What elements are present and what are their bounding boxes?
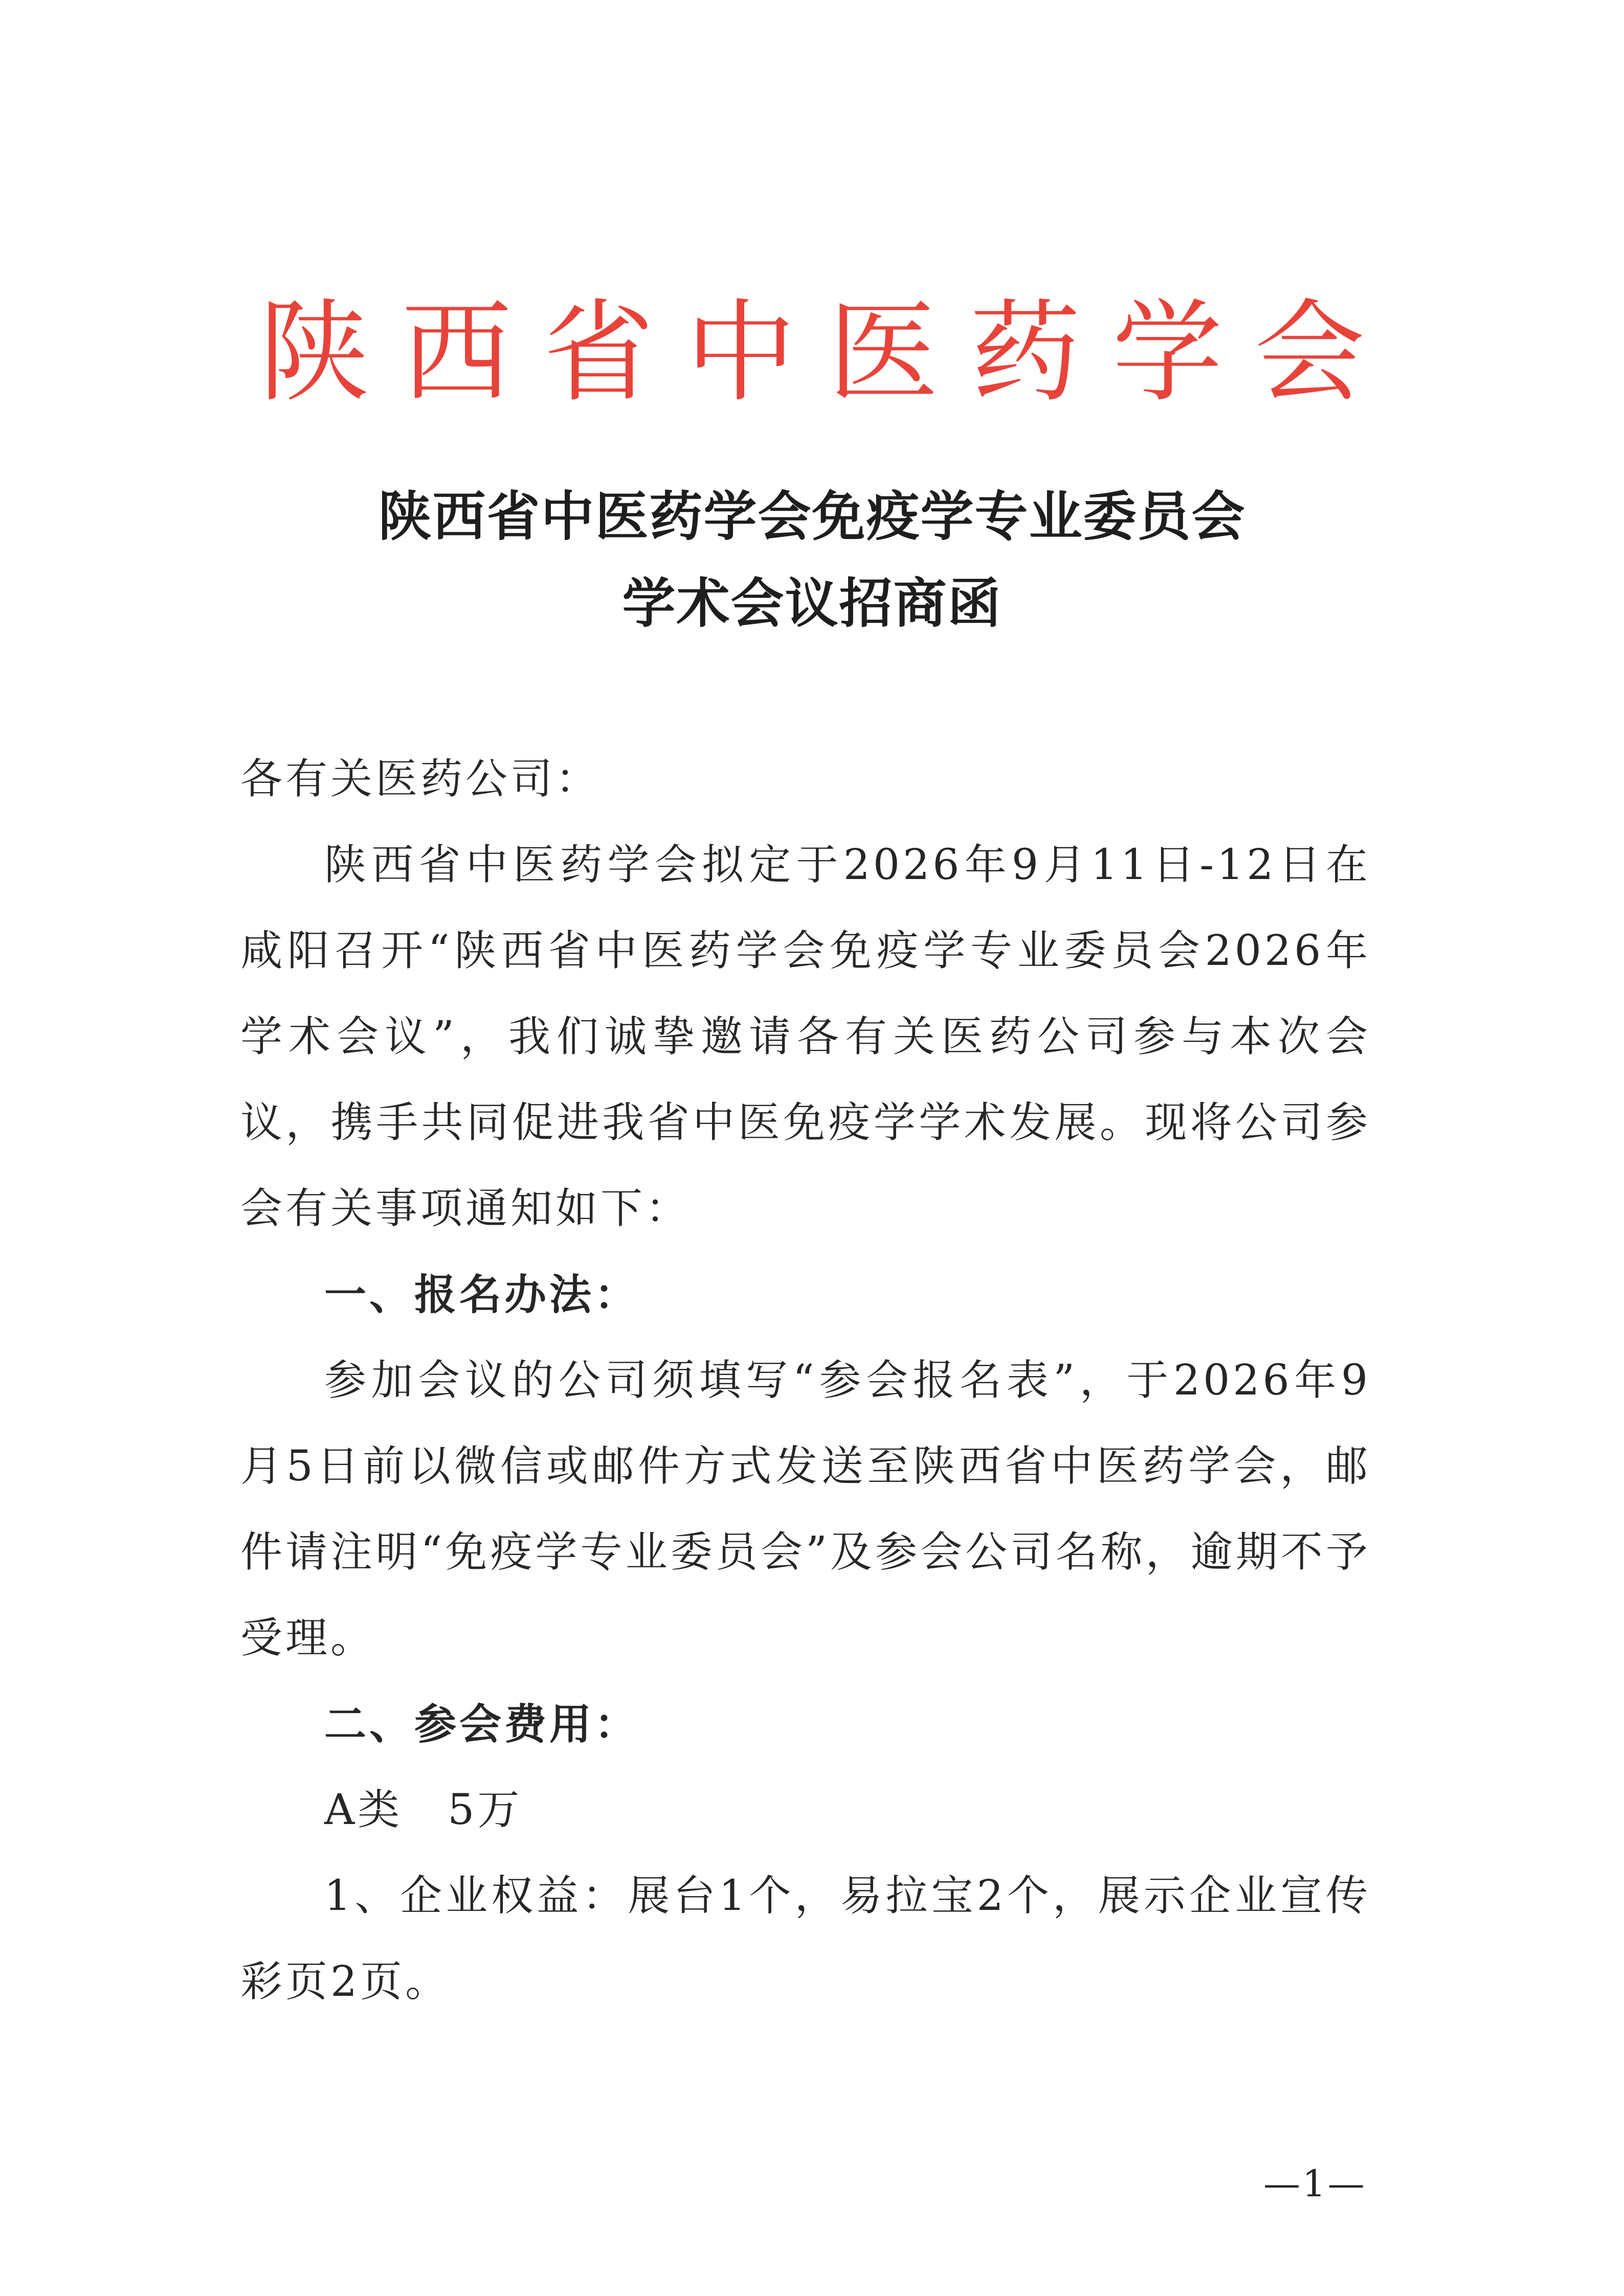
letterhead: 陕西省中医药学会: [259, 288, 1397, 417]
class-a-label: A类 5万: [324, 1786, 523, 1834]
class-a-benefits: 1、企业权益：展台1个，易拉宝2个，展示企业宣传彩页2页。: [240, 1872, 1371, 2006]
section-1-heading: 一、报名办法：: [324, 1270, 640, 1319]
intro-paragraph: 陕西省中医药学会拟定于2026年9月11日-12日在咸阳召开“陕西省中医药学会免疫学专业委员会2026年学术会议”，我们诚挚邀请各有关医药公司参与本次会议，携手共同促进我省中医免疫学学术发展。现将公司参会有关事项通知如下：: [240, 841, 1371, 1233]
page-number: —1—: [1263, 2162, 1367, 2205]
document-body: [240, 736, 1371, 2025]
section-2-heading: 二、参会费用：: [324, 1700, 640, 1749]
document-title-line-1: 陕西省中医药学会免疫学专业委员会: [378, 485, 1246, 548]
salutation: 各有关医药公司：: [240, 755, 601, 803]
document-title-line-2: 学术会议招商函: [622, 572, 1002, 635]
section-1-paragraph: 参加会议的公司须填写“参会报名表”，于2026年9月5日前以微信或邮件方式发送至陕西省中医药学会，邮件请注明“免疫学专业委员会”及参会公司名称，逾期不予受理。: [240, 1356, 1371, 1662]
